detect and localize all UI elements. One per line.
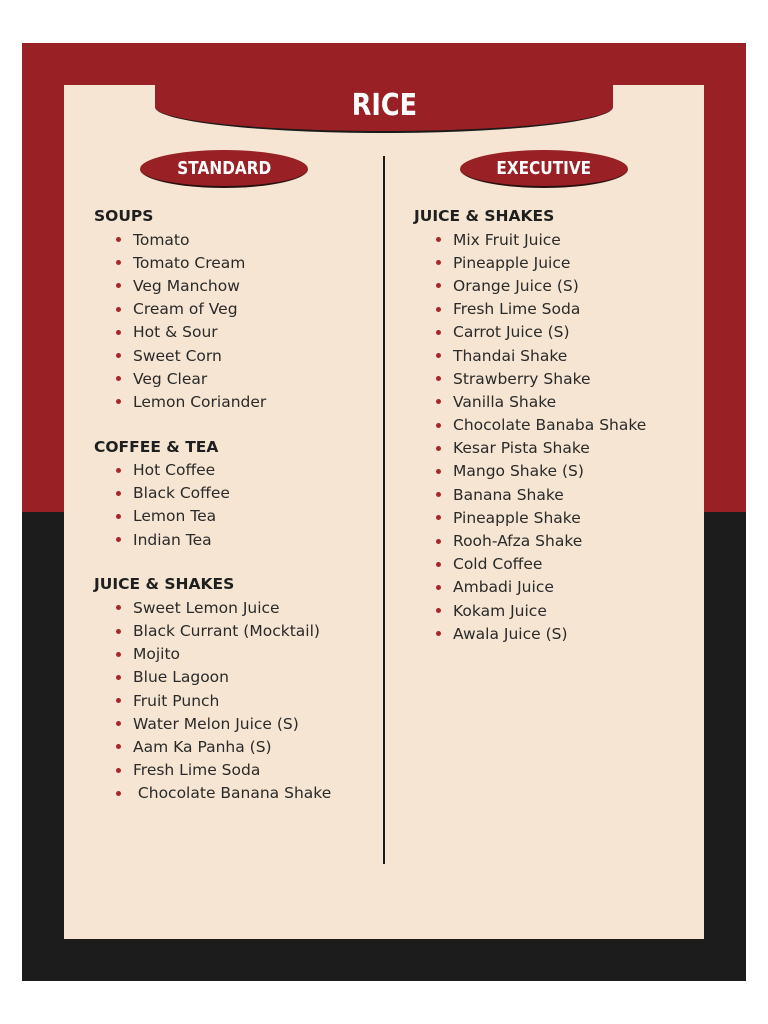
bullet-icon [436,283,441,288]
menu-item-label: Thandai Shake [453,346,568,365]
bullet-icon [116,237,121,242]
menu-item-label: Mix Fruit Juice [453,230,561,249]
bullet-icon [116,698,121,703]
menu-item-label: Aam Ka Panha (S) [133,737,272,756]
bullet-icon [436,585,441,590]
bullet-icon [436,539,441,544]
menu-item [414,344,699,367]
menu-item-label: Chocolate Banaba Shake [453,416,647,435]
bullet-icon [116,744,121,749]
menu-item-label: Kesar Pista Shake [453,439,590,458]
menu-item [414,298,699,321]
menu-item [414,414,699,437]
menu-item-label: Cold Coffee [453,555,543,574]
bullet-icon [436,423,441,428]
menu-item [414,251,699,274]
standard-label: STANDARD [177,157,271,179]
menu-item-label: Sweet Corn [133,346,222,365]
menu-item-label: Ambadi Juice [453,578,554,597]
menu-section [414,206,699,645]
menu-item [94,528,379,551]
menu-item [94,274,379,297]
bullet-icon [436,608,441,613]
menu-item [94,367,379,390]
bullet-icon [116,353,121,358]
menu-item-label: Pineapple Juice [453,253,571,272]
menu-item [94,689,379,712]
menu-section [94,574,379,805]
menu-item-label: Cream of Veg [133,300,238,319]
bullet-icon [436,307,441,312]
bullet-icon [436,260,441,265]
bullet-icon [116,491,121,496]
menu-item-label: Veg Manchow [133,276,240,295]
menu-item [94,759,379,782]
menu-item-label: Orange Juice (S) [453,276,579,295]
bullet-icon [116,376,121,381]
executive-label: EXECUTIVE [496,157,592,179]
menu-item-label: Hot & Sour [133,323,218,342]
section-title: JUICE & SHAKES [414,207,555,225]
menu-item [94,619,379,642]
menu-item-label: Lemon Coriander [133,392,267,411]
bullet-icon [116,468,121,473]
bullet-icon [436,353,441,358]
menu-item [414,437,699,460]
bullet-icon [116,629,121,634]
menu-item [94,735,379,758]
menu-item [414,576,699,599]
menu-item [414,390,699,413]
menu-item [414,483,699,506]
menu-item [94,666,379,689]
bullet-icon [116,768,121,773]
menu-item [414,460,699,483]
bullet-icon [116,791,121,796]
menu-item [94,390,379,413]
menu-item-label: Veg Clear [133,369,208,388]
menu-item-label: Blue Lagoon [133,668,229,687]
menu-item-label: Strawberry Shake [453,369,591,388]
bullet-icon [116,652,121,657]
bullet-icon [436,446,441,451]
menu-item-label: Black Currant (Mocktail) [133,622,320,641]
menu-item [94,321,379,344]
column-divider [383,156,385,864]
menu-item [414,529,699,552]
menu-item [94,782,379,805]
menu-item-label: Kokam Juice [453,601,547,620]
menu-item [414,506,699,529]
menu-item-label: Black Coffee [133,484,230,503]
bullet-icon [116,283,121,288]
bullet-icon [436,330,441,335]
menu-item-label: Chocolate Banana Shake [133,784,332,803]
bullet-icon [436,631,441,636]
menu-item [94,298,379,321]
menu-item-label: Fruit Punch [133,691,220,710]
standard-badge [140,150,308,188]
menu-item-label: Tomato [133,230,190,249]
menu-item [94,505,379,528]
menu-item-label: Hot Coffee [133,461,216,480]
menu-item [94,482,379,505]
bullet-icon [436,237,441,242]
bullet-icon [436,469,441,474]
menu-item-label: Tomato Cream [133,253,246,272]
menu-item-label: Fresh Lime Soda [133,761,261,780]
bullet-icon [436,562,441,567]
bullet-icon [116,721,121,726]
menu-item-label: Water Melon Juice (S) [133,714,299,733]
section-title: JUICE & SHAKES [94,575,235,594]
menu-item-label: Rooh-Afza Shake [453,532,583,551]
menu-item [414,274,699,297]
executive-badge [460,150,628,188]
menu-item [414,321,699,344]
menu-item [94,712,379,735]
title-banner [155,55,613,133]
menu-item-label: Mojito [133,645,181,664]
bullet-icon [436,515,441,520]
bullet-icon [436,399,441,404]
menu-item [414,553,699,576]
bullet-icon [436,492,441,497]
page-title: RICE [351,88,417,123]
menu-item [94,344,379,367]
menu-item-label: Mango Shake (S) [453,462,584,481]
menu-item-label: Lemon Tea [133,507,217,526]
menu-item [94,643,379,666]
menu-item [414,599,699,622]
standard-column [94,206,379,828]
menu-section [94,206,379,414]
section-title: SOUPS [94,207,154,225]
bullet-icon [116,330,121,335]
bullet-icon [116,537,121,542]
menu-item-label: Pineapple Shake [453,508,581,527]
menu-item [94,228,379,251]
menu-item [414,228,699,251]
menu-item-label: Vanilla Shake [453,392,557,411]
bullet-icon [116,605,121,610]
menu-item-label: Carrot Juice (S) [453,323,570,342]
menu-item [414,622,699,645]
menu-item [414,367,699,390]
executive-column [414,206,699,668]
bullet-icon [116,260,121,265]
menu-item-label: Awala Juice (S) [453,624,568,643]
bullet-icon [116,399,121,404]
menu-item-label: Sweet Lemon Juice [133,598,280,617]
section-title: COFFEE & TEA [94,437,219,456]
bullet-icon [116,675,121,680]
menu-item-label: Fresh Lime Soda [453,300,581,319]
menu-section [94,437,379,552]
menu-item [94,251,379,274]
menu-item-label: Banana Shake [453,485,564,504]
menu-item [94,596,379,619]
bullet-icon [116,514,121,519]
bullet-icon [116,307,121,312]
menu-item-label: Indian Tea [133,530,212,549]
bullet-icon [436,376,441,381]
menu-item [94,459,379,482]
